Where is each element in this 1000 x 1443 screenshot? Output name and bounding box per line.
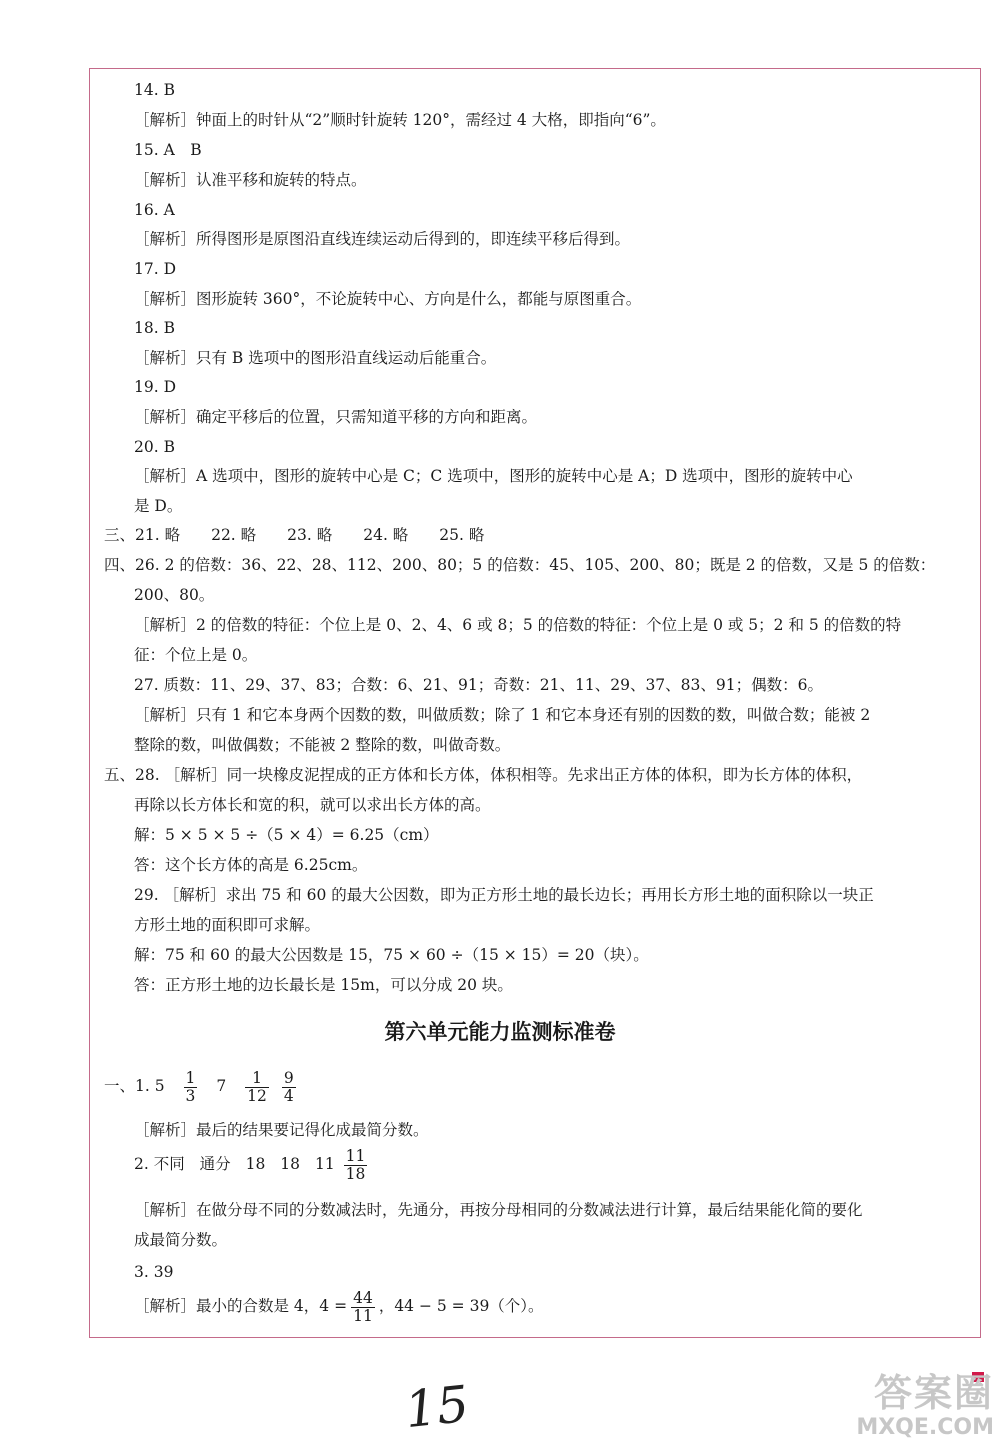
- text-line: 15. A B: [134, 141, 202, 159]
- answer-line-q1: [104, 1068, 300, 1105]
- text-line: 29. ［解析］求出 75 和 60 的最大公因数，即为正方形土地的最长边长；再用长方形土地的面积除以一块正: [134, 886, 874, 904]
- section-title: 第六单元能力监测标准卷: [384, 1020, 616, 1044]
- text-line: 解：75 和 60 的最大公因数是 15，75 × 60 ÷（15 × 15）= 20（块）。: [134, 946, 649, 964]
- text-line: ［解析］A 选项中，图形的旋转中心是 C；C 选项中，图形的旋转中心是 A；D 选项中，图形的旋转中心: [134, 467, 853, 485]
- q1-prefix: 一、1. 5: [104, 1077, 165, 1095]
- text-line: 三、21. 略 22. 略 23. 略 24. 略 25. 略: [104, 526, 485, 544]
- text-line: ［解析］只有 1 和它本身两个因数的数，叫做质数；除了 1 和它本身还有别的因数的数，叫做合数；能被 2: [134, 706, 871, 724]
- text-line: 答：这个长方体的高是 6.25cm。: [134, 856, 368, 874]
- fraction: [282, 1070, 296, 1105]
- text-line: 征：个位上是 0。: [134, 646, 258, 664]
- text-line: 成最简分数。: [134, 1231, 228, 1249]
- watermark: [856, 1362, 994, 1440]
- denominator: 11: [353, 1306, 373, 1325]
- answer-line-q2: [134, 1146, 371, 1183]
- fraction: [245, 1070, 269, 1105]
- fraction: [344, 1148, 368, 1183]
- denominator: 4: [283, 1086, 294, 1105]
- text-line: 19. D: [134, 378, 177, 396]
- text-line: 18. B: [134, 319, 175, 337]
- text-line: ［解析］图形旋转 360°，不论旋转中心、方向是什么，都能与原图重合。: [134, 290, 642, 308]
- q2-answer: 11: [314, 1155, 335, 1173]
- text-line: ［解析］所得图形是原图沿直线连续运动后得到的，即连续平移后得到。: [134, 230, 631, 248]
- q1-value: 7: [216, 1077, 227, 1095]
- text-line: ［解析］最后的结果要记得化成最简分数。: [134, 1121, 429, 1139]
- text-line: 整除的数，叫做偶数；不能被 2 整除的数，叫做奇数。: [134, 736, 511, 754]
- text-line: 14. B: [134, 81, 175, 99]
- text-line: ［解析］确定平移后的位置，只需知道平移的方向和距离。: [134, 408, 538, 426]
- text-line: 27. 质数：11、29、37、83；合数：6、21、91；奇数：21、11、29、37、83、91；偶数：6。: [134, 676, 823, 694]
- text-line: 3. 39: [134, 1263, 174, 1281]
- text-line: 答：正方形土地的边长最长是 15m，可以分成 20 块。: [134, 976, 513, 994]
- text-line: ［解析］钟面上的时针从“2”顺时针旋转 120°，需经过 4 大格，即指向“6”。: [134, 111, 666, 129]
- text-line: 四、26. 2 的倍数：36、22、28、112、200、80；5 的倍数：45、105、200、80；既是 2 的倍数，又是 5 的倍数：: [104, 556, 936, 574]
- handwritten-page-number: 15: [402, 1374, 472, 1440]
- q2-answer: 通分: [199, 1155, 231, 1173]
- text-line: ［解析］在做分母不同的分数减法时，先通分，再按分母相同的分数减法进行计算，最后结果能化简的要化: [134, 1201, 863, 1219]
- q2-answer: 18: [245, 1155, 266, 1173]
- text-line: 200、80。: [134, 586, 215, 604]
- numerator: 11: [345, 1146, 366, 1165]
- text-line: 方形土地的面积即可求解。: [134, 916, 321, 934]
- text-line: 解：5 × 5 × 5 ÷（5 × 4）= 6.25（cm）: [134, 826, 439, 844]
- fraction: [351, 1290, 375, 1325]
- watermark-url: MXQE.COM: [856, 1415, 994, 1440]
- q2-answer: 18: [280, 1155, 301, 1173]
- q3-analysis-text: ，44 − 5 = 39（个）。: [378, 1297, 544, 1315]
- numerator: 44: [353, 1288, 373, 1307]
- text-line: 16. A: [134, 201, 175, 219]
- denominator: 18: [345, 1164, 366, 1183]
- answer-line-q3-analysis: [134, 1288, 544, 1325]
- text-line: 五、28. ［解析］同一块橡皮泥捏成的正方体和长方体，体积相等。先求出正方体的体积，即为长方体的体积，: [104, 766, 863, 784]
- numerator: 9: [283, 1068, 294, 1087]
- numerator: 1: [185, 1068, 196, 1087]
- numerator: 1: [245, 1070, 269, 1088]
- q2-prefix: 2. 不同: [134, 1155, 185, 1173]
- text-line: 20. B: [134, 438, 175, 456]
- q3-analysis-text: ［解析］最小的合数是 4，4 =: [134, 1297, 348, 1315]
- text-line: ［解析］认准平移和旋转的特点。: [134, 171, 367, 189]
- watermark-logo: 答案圈: [873, 1371, 994, 1415]
- text-line: ［解析］2 的倍数的特征：个位上是 0、2、4、6 或 8；5 的倍数的特征：个位上是 0 或 5；2 和 5 的倍数的特: [134, 616, 902, 634]
- text-line: 17. D: [134, 260, 177, 278]
- text-line: 是 D。: [134, 497, 183, 515]
- denominator: 3: [185, 1086, 196, 1105]
- text-line: 再除以长方体长和宽的积，就可以求出长方体的高。: [134, 796, 491, 814]
- denominator: 12: [247, 1086, 267, 1105]
- text-line: ［解析］只有 B 选项中的图形沿直线运动后能重合。: [134, 349, 497, 367]
- fraction: [184, 1070, 198, 1105]
